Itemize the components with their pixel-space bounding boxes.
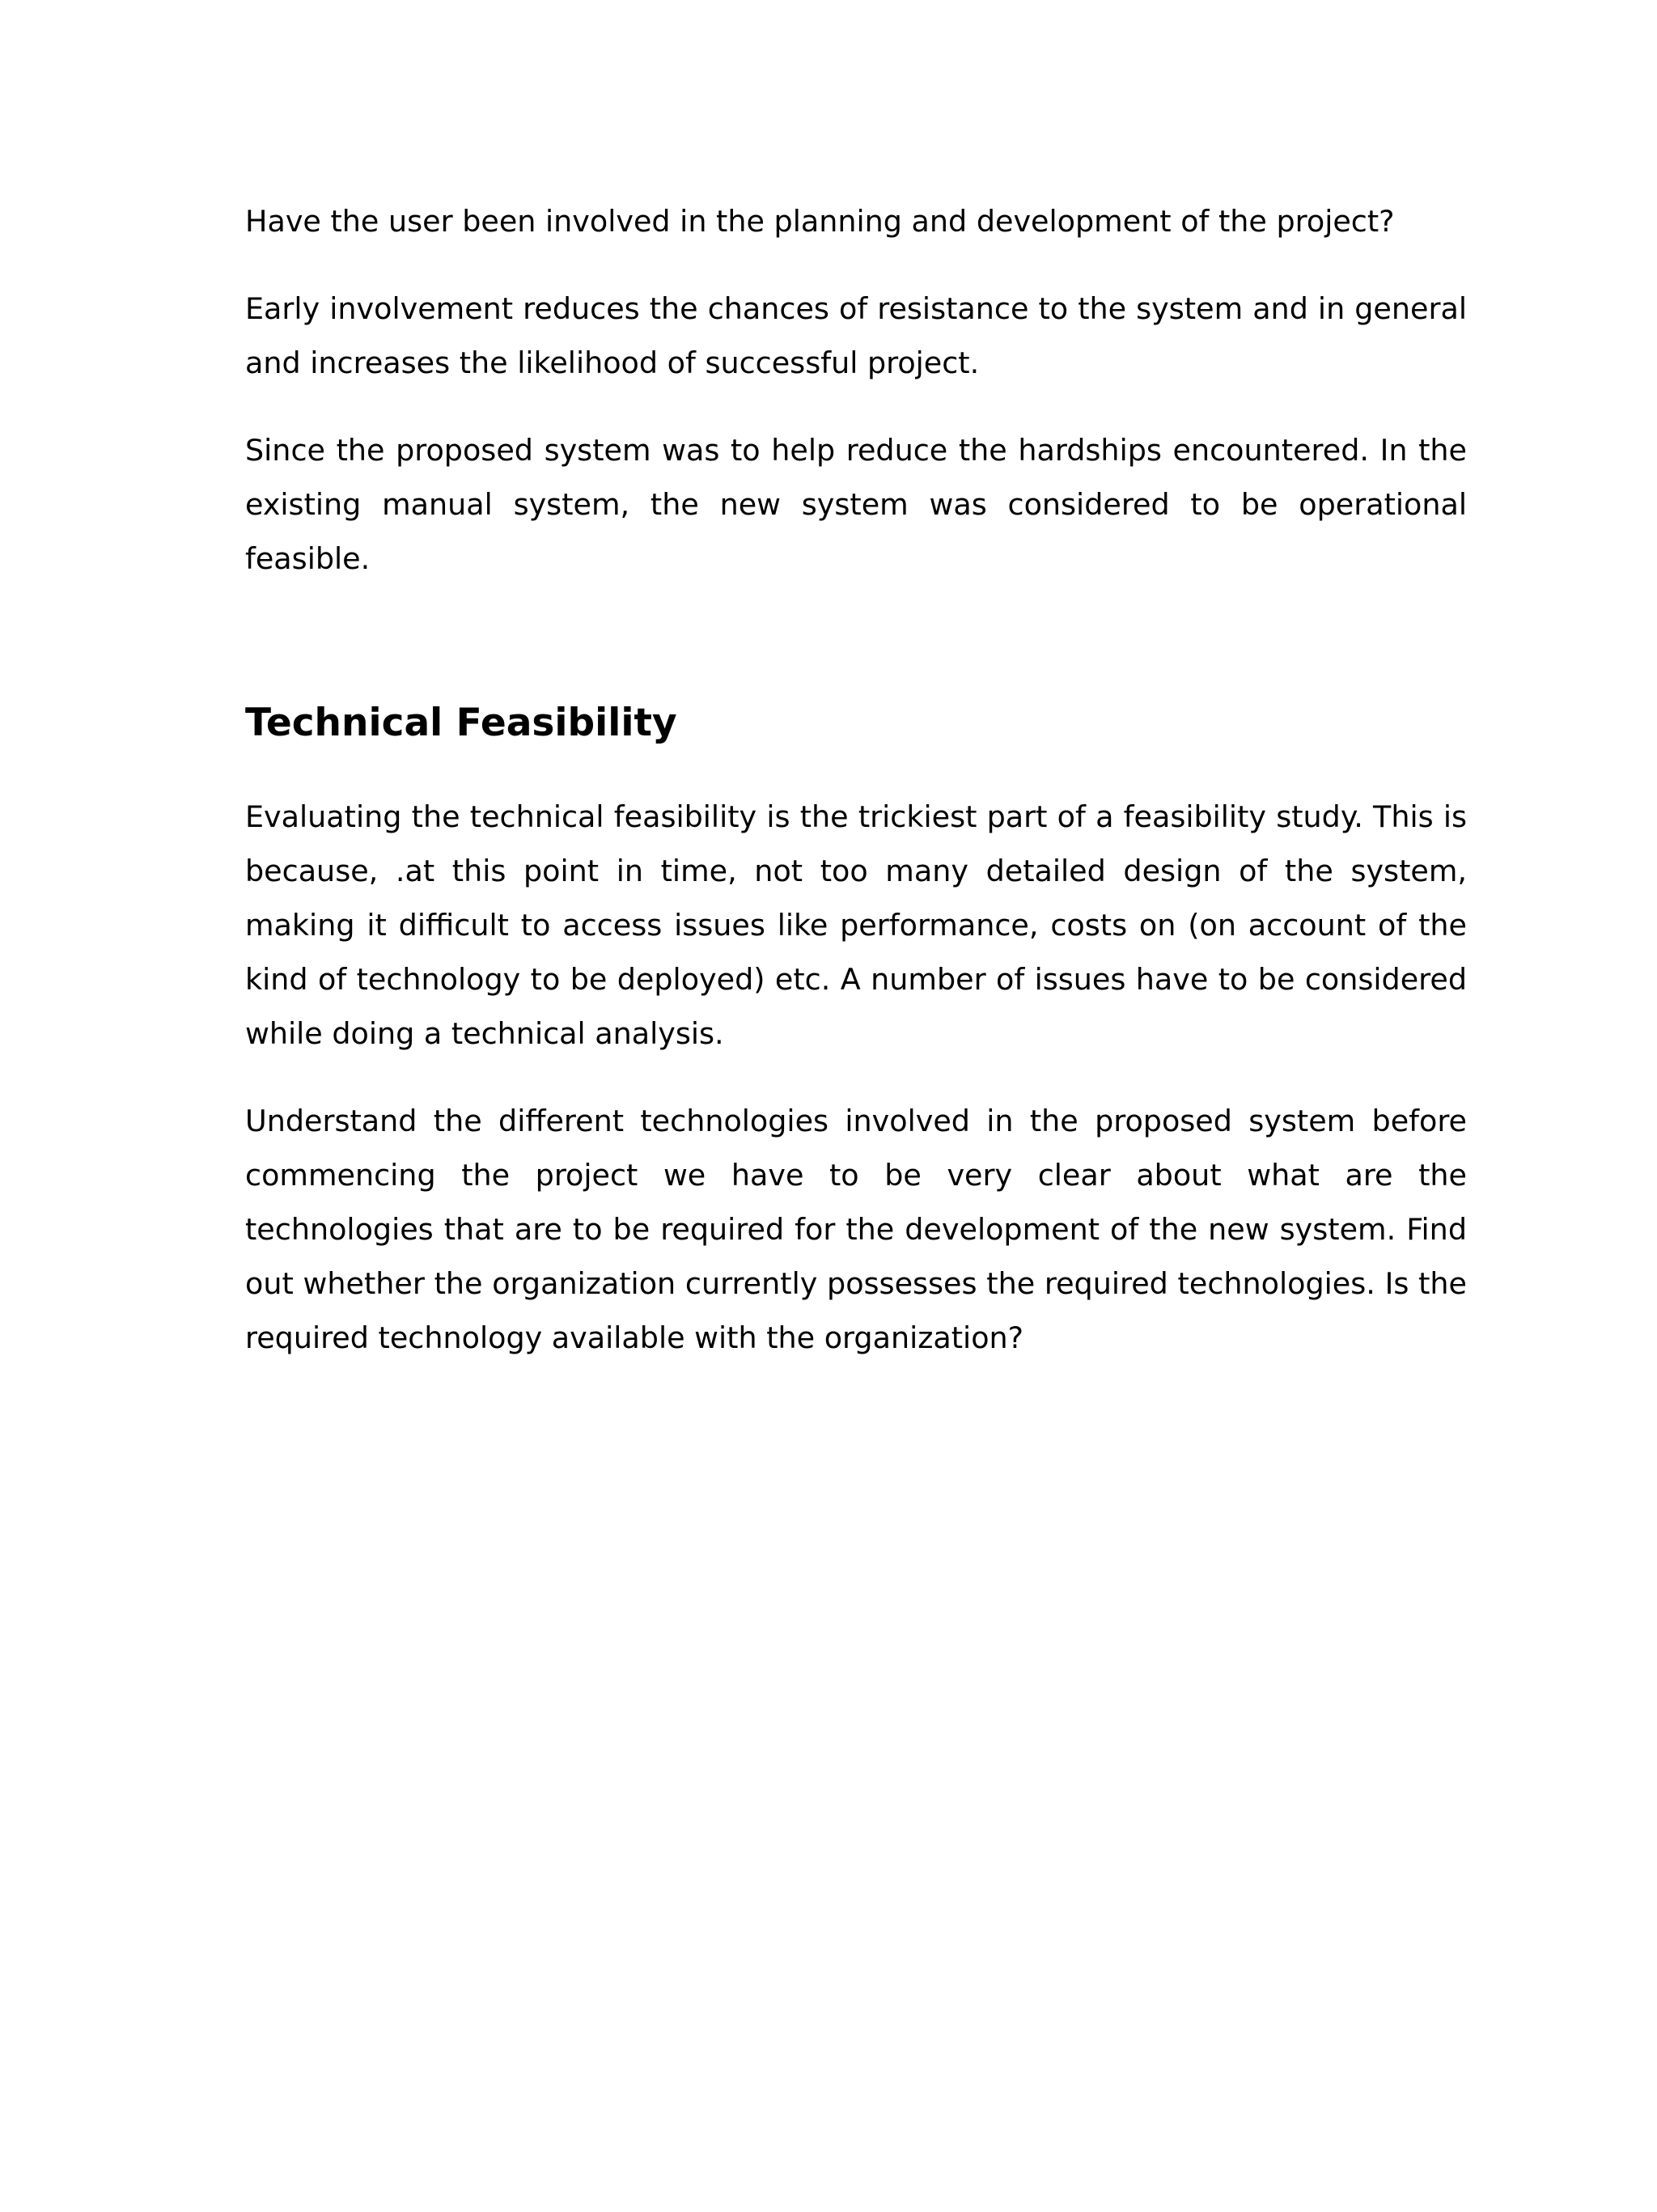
page-content xyxy=(245,194,1467,1365)
paragraph-user-involvement-question: Have the user been involved in the planning and development of the project? xyxy=(245,204,1395,239)
paragraph-evaluating-technical-feasibility: Evaluating the technical feasibility is the trickiest part of a feasibility study. This is because, .at this point in time, not too many detailed design of the system, making it difficult to access issues like performance, costs on (on account of the kind of technology to be deployed) etc. A number of issues have to be considered while doing a technical analysis. xyxy=(245,799,1467,1051)
paragraph-early-involvement: Early involvement reduces the chances of resistance to the system and in general and increases the likelihood of successful project. xyxy=(245,291,1467,380)
paragraph-operational-feasible: Since the proposed system was to help reduce the hardships encountered. In the existing manual system, the new system was considered to be operational feasible. xyxy=(245,433,1467,576)
section-heading-technical-feasibility: Technical Feasibility xyxy=(245,701,677,745)
paragraph-understand-technologies: Understand the different technologies involved in the proposed system before commencing the project we have to be very clear about what are the technologies that are to be required for the development of the new system. Find out whether the organization currently possesses the required technologies. Is the required technology available with the organization? xyxy=(245,1104,1467,1355)
